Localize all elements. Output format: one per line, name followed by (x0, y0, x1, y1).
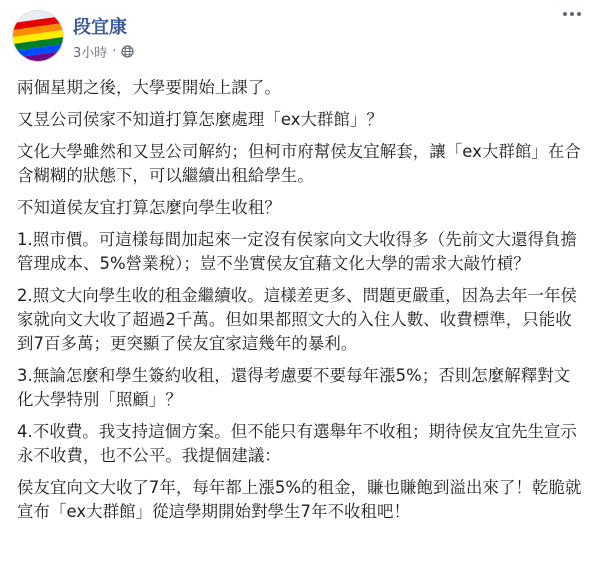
rainbow-flag-avatar[interactable] (12, 10, 64, 62)
rainbow-flag-icon (13, 11, 64, 62)
more-options-icon[interactable] (563, 12, 581, 16)
meta-separator: · (112, 44, 117, 59)
post-paragraph: 文化大學雖然和又昱公司解約；但柯市府幫侯友宜解套，讓「ex大群館」在合含糊糊的狀態下，可以繼續出租給學生。 (17, 142, 581, 185)
post-body (17, 76, 583, 532)
globe-icon[interactable] (121, 45, 134, 58)
post-paragraph: 1.照市價。可這樣每間加起來一定沒有侯家向文大收得多（先前文大還得負擔管理成本、5%營業稅）；豈不坐實侯友宜藉文化大學的需求大敲竹槓？ (17, 230, 578, 273)
post-paragraph: 又昱公司侯家不知道打算怎麼處理「ex大群館」？ (17, 110, 383, 129)
post-paragraph: 3.無論怎麼和學生簽約收租，還得考慮要不要每年漲5%；否則怎麼解釋對文化大學特別「照顧」？ (17, 366, 571, 409)
post-timestamp[interactable]: 3小時 (73, 46, 108, 61)
post-paragraph: 4.不收費。我支持這個方案。但不能只有選舉年不收租；期待侯友宜先生宣示永不收費，也不公平。我提個建議： (17, 422, 578, 465)
post-paragraph: 侯友宜向文大收了7年，每年都上漲5%的租金，賺也賺飽到溢出來了！乾脆就宣布「ex大群館」從這學期開始對學生7年不收租吧！ (17, 478, 582, 521)
post-meta (73, 42, 134, 61)
post-paragraph: 2.照文大向學生收的租金繼續收。這樣差更多、問題更嚴重，因為去年一年侯家就向文大收了超過2千萬。但如果都照文大的入住人數、收費標準，只能收到7百多萬；更突顯了侯友宜家這幾年的暴利。 (17, 286, 578, 353)
author-name[interactable]: 段宜康 (73, 17, 127, 38)
post-paragraph: 兩個星期之後，大學要開始上課了。 (17, 78, 281, 97)
post-paragraph: 不知道侯友宜打算怎麼向學生收租？ (17, 198, 281, 217)
